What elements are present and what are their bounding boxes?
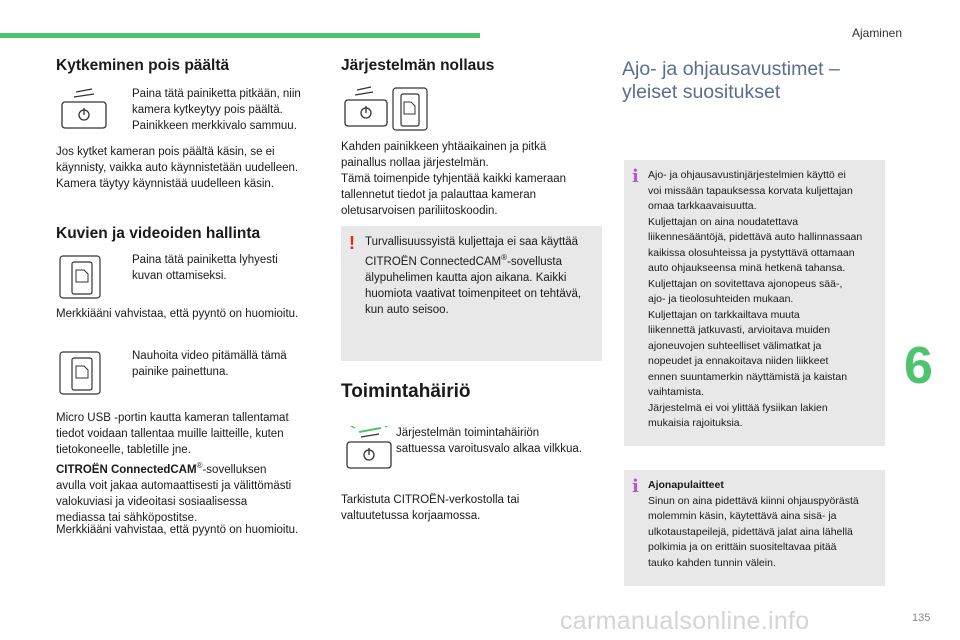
camera-video-button-icon <box>56 350 104 396</box>
text-reset-description: Kahden painikkeen yhtäaikainen ja pitkä painallus nollaa järjestelmän. Tämä toimenpide tyhjentää kaikki kameraan tallennetut tiedot ja palauttaa kameran oletusarvoisen pariliitoskoodin. <box>341 141 567 217</box>
warning-icon: ! <box>349 233 355 253</box>
heading-system-reset: Järjestelmän nollaus <box>341 57 495 74</box>
info-icon: i <box>632 476 639 497</box>
info-note-driver-attention: i Ajo- ja ohjausavustinjärjestelmien käyttö ei voi missään tapauksessa korvata kuljettajan omaa tarkkaavaisuutta. Kuljettajan on aina noudatettava liikennesääntöjä, pidettävä auto hallinnassaan kaikissa olosuhteissa ja pystyttävä ottamaan auto ohjaukseensa minä hetkenä tahansa. Kuljettajan on sovitettava ajonopeus sää-, ajo- ja tieolosuhteiden mukaan. Kuljettajan on tarkkailtava muuta liikennettä jatkuvasti, arvioitava muiden ajoneuvojen suhteelliset välimatkat ja nopeudet ja ennakoitava niiden liikkeet ennen suuntamerkin näyttämistä ja kaistan vaihtamista. Järjestelmä ei voi ylittää fysiikan lakien mukaisia rajoituksia. <box>624 160 885 446</box>
bullet-marker <box>116 86 132 134</box>
page-number: 135 <box>912 612 931 624</box>
text-confirm: Merkkiääni vahvistaa, että pyyntö on huomioitu. <box>56 524 299 536</box>
text-usb-transfer: Micro USB -portin kautta kameran tallentamat tiedot voidaan tallentaa muille laitteille, kuten tietokoneelle, tabletille jne. <box>56 412 289 456</box>
chapter-tab-number: 6 <box>904 337 933 395</box>
camera-button-icon <box>56 88 112 130</box>
info-note-title: Ajonapulaitteet <box>648 479 724 491</box>
heading-turn-off: Kytkeminen pois päältä <box>56 57 230 74</box>
camera-photo-button-icon <box>56 254 104 300</box>
text-app-share: CITROËN ConnectedCAM®-sovelluksen avulla voit jakaa automaattisesti ja välittömästi valokuviasi ja videoitasi sosiaalisessa mediassa tai sähköpostitse. <box>56 461 292 524</box>
info-icon: i <box>632 166 639 187</box>
page-title-driving-aids: Ajo- ja ohjausavustimet – yleiset suositukset <box>622 58 840 103</box>
heading-malfunction: Toimintahäiriö <box>341 381 471 402</box>
watermark: carmanualsonline.info <box>560 607 810 635</box>
section-name: Ajaminen <box>851 26 902 40</box>
info-note-driving-aids: i Ajonapulaitteet Sinun on aina pidettävä kiinni ohjauspyörästä molemmin käsin, käytettävä aina sisä- ja ulkotaustapeilejä, pidettävä jalat aina lähellä polkimia ja on erittäin suositeltavaa pitää tauko kahden tunnin välein. <box>624 470 885 586</box>
text-turn-off-manual: Jos kytket kameran pois päältä käsin, se ei käynnisty, vaikka auto käynnistetään uudelleen. Kamera täytyy käynnistää uudelleen käsin. <box>56 146 299 190</box>
text-photo-confirm: Merkkiääni vahvistaa, että pyyntö on huomioitu. <box>56 308 299 320</box>
step-video: Nauhoita video pitämällä tämä painike painettuna. <box>132 350 287 378</box>
section-color-bar <box>0 33 480 38</box>
heading-media-management: Kuvien ja videoiden hallinta <box>56 225 261 242</box>
step-turn-off: Paina tätä painiketta pitkään, niin kamera kytkeytyy pois päältä. Painikkeen merkkivalo sammuu. <box>116 86 326 134</box>
text-malfunction-light: Järjestelmän toimintahäiriön sattuessa varoitusvalo alkaa vilkkua. <box>396 427 583 455</box>
warning-light-button-icon <box>341 426 397 470</box>
step-photo: Paina tätä painiketta lyhyesti kuvan ottamiseksi. <box>132 254 278 282</box>
reset-buttons-icon <box>341 86 431 132</box>
safety-warning-note: ! Turvallisuussyistä kuljettaja ei saa käyttää CITROËN ConnectedCAM®-sovellusta älypuhelimen kautta ajon aikana. Kaikki huomiota vaativat toimenpiteet on tehtävä, kun auto seisoo. <box>341 226 602 361</box>
text-service-network: Tarkistuta CITROËN-verkostolla tai valtuutetussa korjaamossa. <box>341 494 520 522</box>
brand-name: CITROËN ConnectedCAM <box>56 463 197 476</box>
